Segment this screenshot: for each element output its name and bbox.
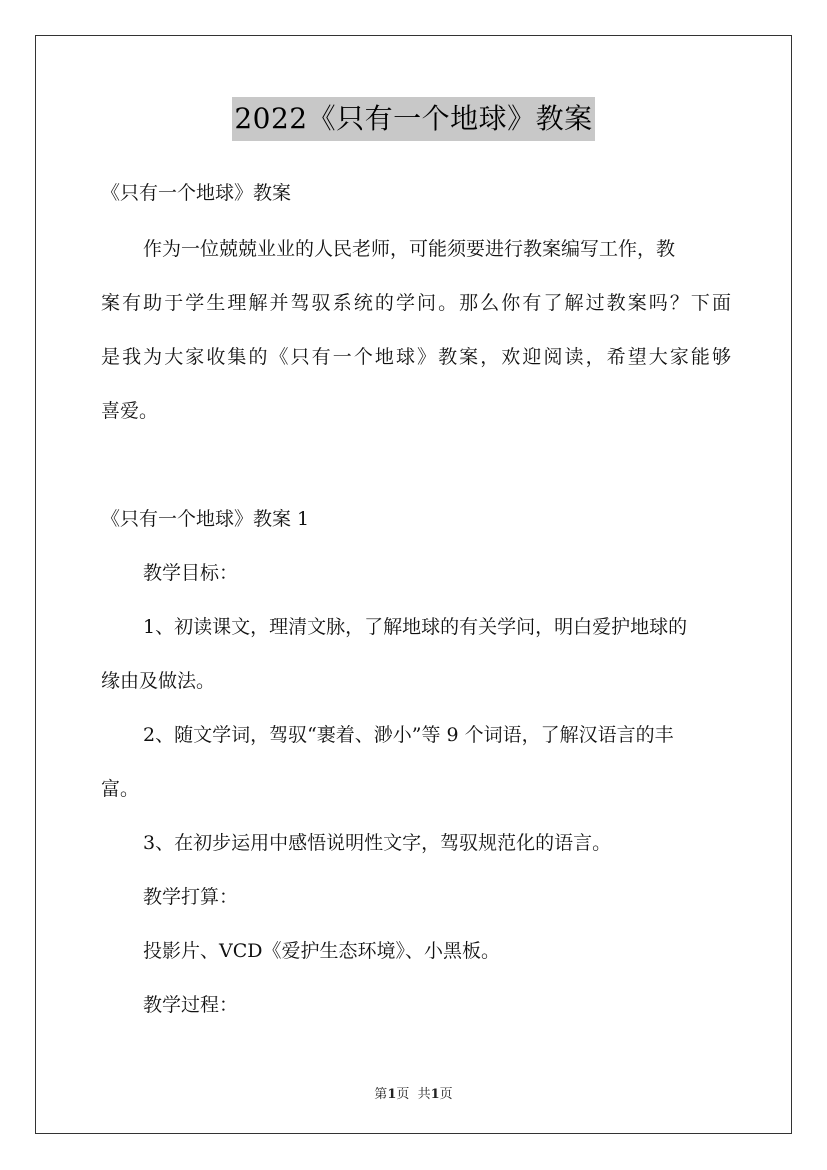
goal-2-line-2: 富。 <box>101 778 140 800</box>
goal-2-line-1: 2、随文学词，驾驭“裹着、渺小”等 9 个词语，了解汉语言的丰 <box>143 724 674 746</box>
intro-line-3: 是我为大家收集的《只有一个地球》教案，欢迎阅读，希望大家能够 <box>101 346 731 368</box>
footer-page-number: 1 <box>387 1087 397 1102</box>
footer-page-prefix: 第 <box>374 1087 388 1102</box>
goal-3: 3、在初步运用中感悟说明性文字，驾驭规范化的语言。 <box>143 832 612 854</box>
prep-label: 教学打算： <box>143 886 239 908</box>
section-heading: 《只有一个地球》教案 1 <box>101 508 310 530</box>
prep-text: 投影片、VCD《爱护生态环境》、小黑板。 <box>143 940 500 962</box>
footer-total-pages: 1 <box>430 1087 440 1102</box>
process-label: 教学过程： <box>143 994 239 1016</box>
document-subtitle: 《只有一个地球》教案 <box>101 182 292 204</box>
intro-line-2: 案有助于学生理解并驾驭系统的学问。那么你有了解过教案吗？下面 <box>101 292 731 314</box>
footer-page-mid: 页 共 <box>396 1087 431 1102</box>
goals-label: 教学目标： <box>143 562 239 584</box>
title-container <box>0 97 827 141</box>
page-footer <box>0 1083 827 1102</box>
intro-line-1: 作为一位兢兢业业的人民老师，可能须要进行教案编写工作，教 <box>143 238 676 260</box>
intro-line-4: 喜爱。 <box>101 400 159 422</box>
goal-1-line-2: 缘由及做法。 <box>101 670 216 692</box>
document-title: 2022《只有一个地球》教案 <box>232 97 594 141</box>
footer-page-suffix: 页 <box>439 1087 453 1102</box>
goal-1-line-1: 1、初读课文，理清文脉，了解地球的有关学问，明白爱护地球的 <box>143 616 688 638</box>
